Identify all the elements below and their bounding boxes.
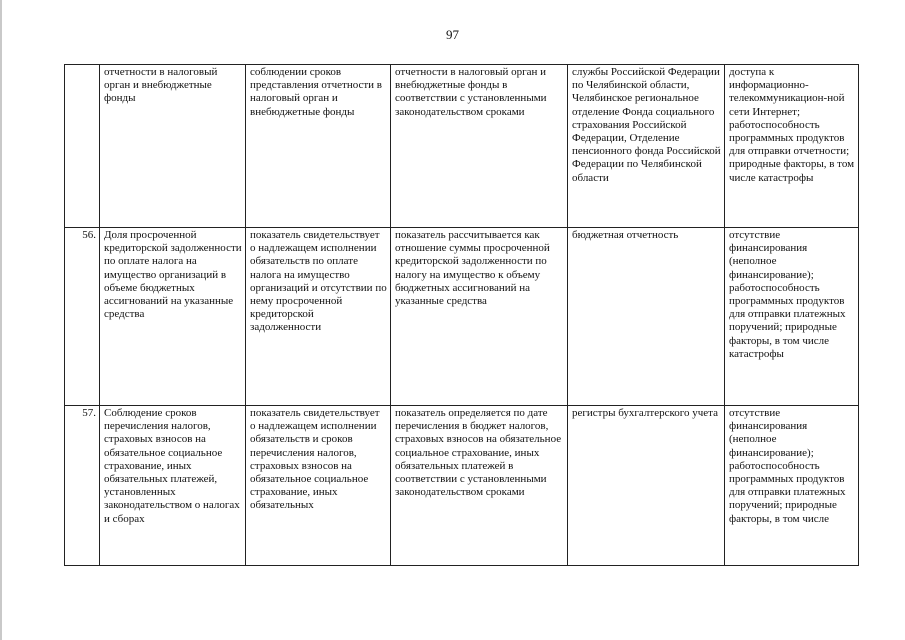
row-number: 57.: [65, 406, 100, 566]
indicator-description-cell: соблюдении сроков представления отчетности в налоговый орган и внебюджетные фонды: [246, 65, 391, 228]
page-number: 97: [446, 27, 459, 42]
risk-factors-cell: доступа к информационно-телекоммуникацион-ной сети Интернет; работоспособность программных продуктов для отправки отчетности; природные факторы, в том числе катастрофы: [725, 65, 859, 228]
indicators-table: [64, 64, 859, 566]
risk-factors-cell: отсутствие финансирования (неполное финансирование); работоспособность программных продуктов для отправки платежных поручений; природные факторы, в том числе катастрофы: [725, 228, 859, 406]
table-row: [65, 228, 859, 406]
risk-factors-cell: отсутствие финансирования (неполное финансирование); работоспособность программных продуктов для отправки платежных поручений; природные факторы, в том числе: [725, 406, 859, 566]
data-source-cell: регистры бухгалтерского учета: [568, 406, 725, 566]
table-row: [65, 65, 859, 228]
indicator-name-cell: отчетности в налоговый орган и внебюджетные фонды: [100, 65, 246, 228]
data-source-cell: службы Российской Федерации по Челябинской области, Челябинское региональное отделение Фонда социального страхования Российской Федерации, Отделение пенсионного фонда Российской Федерации по Челябинской области: [568, 65, 725, 228]
indicator-description-cell: показатель свидетельствует о надлежащем исполнении обязательств и сроков перечисления налогов, страховых взносов на обязательное социальное страхование, иных обязательных: [246, 406, 391, 566]
indicator-description-cell: показатель свидетельствует о надлежащем исполнении обязательств по оплате налога на имущество организаций и отсутствии по нему просроченной кредиторской задолженности: [246, 228, 391, 406]
table-row: [65, 406, 859, 566]
calculation-method-cell: отчетности в налоговый орган и внебюджетные фонды в соответствии с установленными законодательством сроками: [391, 65, 568, 228]
row-number: 56.: [65, 228, 100, 406]
data-source-cell: бюджетная отчетность: [568, 228, 725, 406]
calculation-method-cell: показатель рассчитывается как отношение суммы просроченной кредиторской задолженности по налогу на имущество к объему бюджетных ассигнований на указанные средства: [391, 228, 568, 406]
page-left-edge: [0, 0, 2, 640]
indicator-name-cell: Доля просроченной кредиторской задолженности по оплате налога на имущество организаций в объеме бюджетных ассигнований на указанные средства: [100, 228, 246, 406]
calculation-method-cell: показатель определяется по дате перечисления в бюджет налогов, страховых взносов на обязательное социальное страхование, иных обязательных платежей в соответствии с установленными законодательством сроками: [391, 406, 568, 566]
row-number: [65, 65, 100, 228]
indicator-name-cell: Соблюдение сроков перечисления налогов, страховых взносов на обязательное социальное страхование, иных обязательных платежей, установленных законодательством о налогах и сборах: [100, 406, 246, 566]
